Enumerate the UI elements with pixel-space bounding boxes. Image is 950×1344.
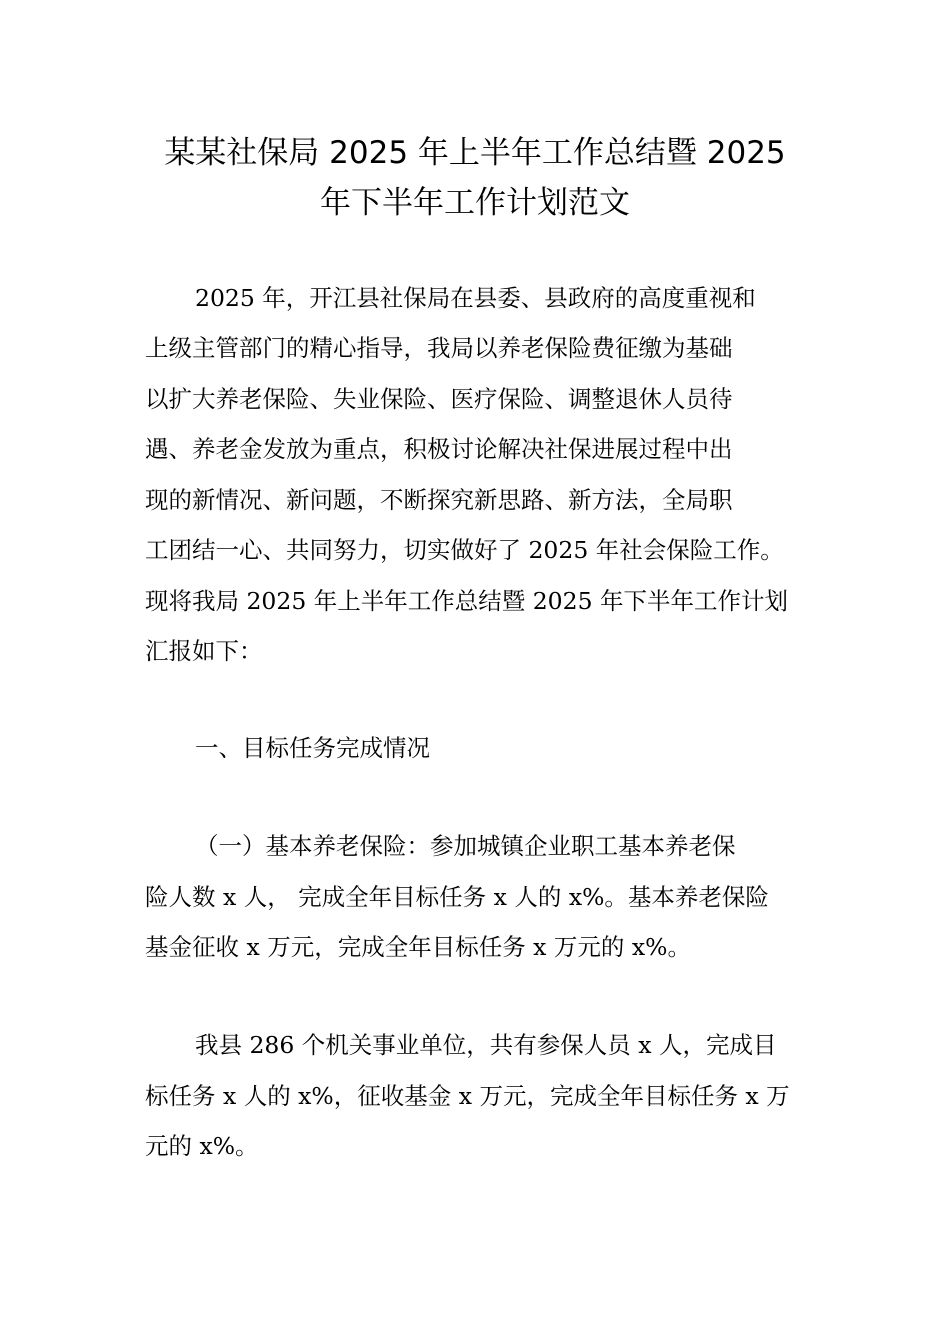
paragraph-1-line-4: 遇、养老金发放为重点，积极讨论解决社保进展过程中出	[145, 435, 733, 463]
paragraph-2-line-1: （一）基本养老保险：参加城镇企业职工基本养老保	[195, 832, 736, 860]
paragraph-1-line-3: 以扩大养老保险、失业保险、医疗保险、调整退休人员待	[145, 385, 733, 413]
paragraph-1-line-8: 汇报如下：	[145, 637, 263, 665]
paragraph-1-line-7: 现将我局 2025 年上半年工作总结暨 2025 年下半年工作计划	[145, 587, 788, 615]
title-line-1: 某某社保局 2025 年上半年工作总结暨 2025	[164, 135, 786, 171]
paragraph-3-line-2: 标任务 x 人的 x%，征收基金 x 万元，完成全年目标任务 x 万	[145, 1082, 790, 1110]
paragraph-1-line-6: 工团结一心、共同努力，切实做好了 2025 年社会保险工作。	[145, 536, 784, 564]
paragraph-1-line-1: 2025 年，开江县社保局在县委、县政府的高度重视和	[195, 284, 756, 312]
paragraph-3-line-3: 元的 x%。	[145, 1132, 259, 1160]
title-line-2: 年下半年工作计划范文	[320, 185, 630, 221]
paragraph-3-line-1: 我县 286 个机关事业单位，共有参保人员 x 人，完成目	[195, 1031, 777, 1059]
paragraph-1-line-5: 现的新情况、新问题，不断探究新思路、新方法，全局职	[145, 486, 733, 514]
paragraph-2-line-3: 基金征收 x 万元，完成全年目标任务 x 万元的 x%。	[145, 933, 691, 961]
section-heading-1: 一、目标任务完成情况	[195, 734, 430, 762]
paragraph-1-line-2: 上级主管部门的精心指导，我局以养老保险费征缴为基础	[145, 334, 733, 362]
paragraph-2-line-2: 险人数 x 人， 完成全年目标任务 x 人的 x%。基本养老保险	[145, 883, 769, 911]
document-title	[120, 128, 830, 228]
